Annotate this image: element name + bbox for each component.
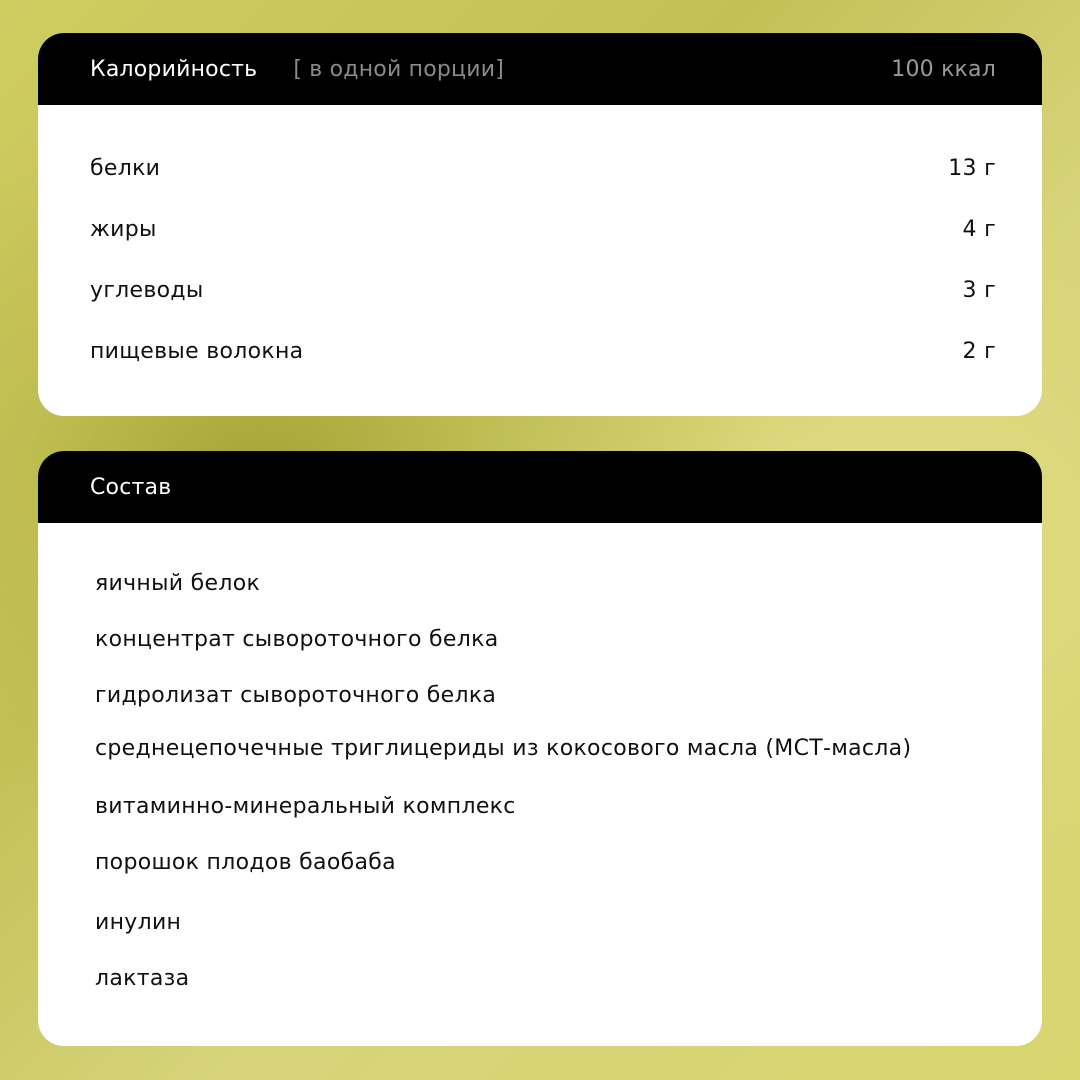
nutrition-card: [38, 33, 1042, 416]
nutrient-label: жиры: [90, 217, 157, 242]
composition-card: [38, 451, 1042, 1046]
nutrition-row-fiber: [90, 339, 996, 364]
nutrition-row-protein: [90, 156, 996, 181]
nutrient-value: 4 г: [962, 217, 996, 242]
nutrition-header: [38, 33, 1042, 105]
composition-header: [38, 451, 1042, 523]
nutrient-value: 2 г: [962, 339, 996, 364]
ingredient-item: витаминно-минеральный комплекс: [95, 794, 516, 819]
ingredient-item: яичный белок: [95, 571, 261, 596]
nutrition-title: Калорийность: [90, 56, 258, 82]
ingredient-item: среднецепочечные триглицериды из кокосового масла (МСТ-масла): [95, 736, 912, 761]
serving-note: [ в одной порции]: [293, 56, 505, 82]
ingredient-item: гидролизат сывороточного белка: [95, 683, 497, 708]
nutrition-row-fat: [90, 217, 996, 242]
ingredient-item: концентрат сывороточного белка: [95, 627, 499, 652]
nutrition-row-carbs: [90, 278, 996, 303]
ingredient-item: порошок плодов баобаба: [95, 850, 396, 875]
nutrient-label: белки: [90, 156, 161, 181]
calories-value: 100 ккал: [891, 56, 996, 82]
nutrient-label: углеводы: [90, 278, 204, 303]
nutrient-value: 3 г: [962, 278, 996, 303]
nutrient-value: 13 г: [948, 156, 996, 181]
composition-title: Состав: [90, 474, 172, 500]
ingredient-item: инулин: [95, 910, 182, 935]
ingredient-item: лактаза: [95, 966, 190, 991]
nutrient-label: пищевые волокна: [90, 339, 304, 364]
